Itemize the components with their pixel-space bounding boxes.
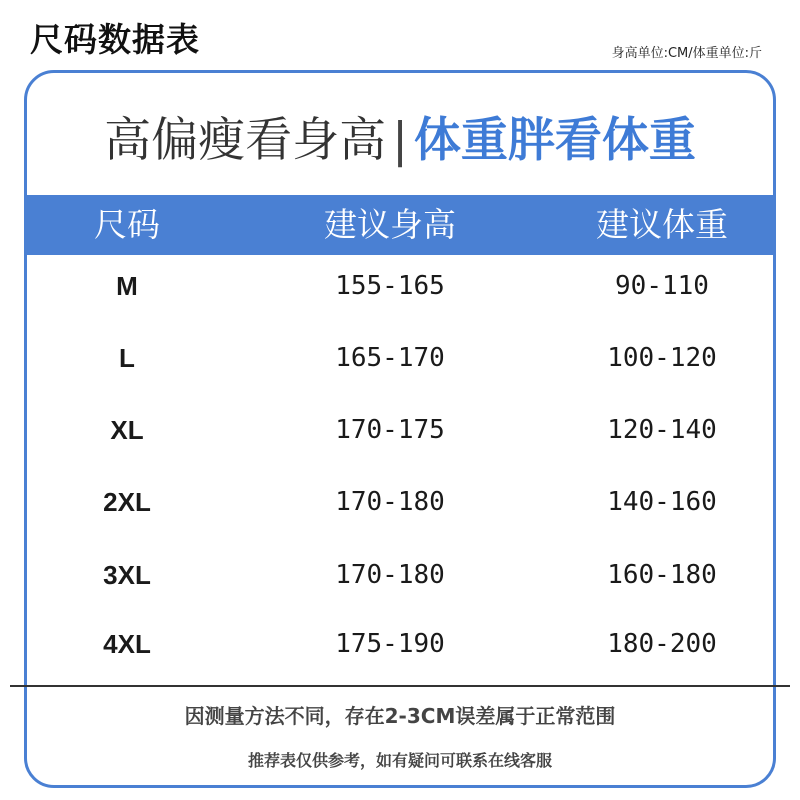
height-cell: 170-180 xyxy=(335,487,445,517)
header-weight: 建议体重 xyxy=(596,205,728,244)
table-header xyxy=(27,195,773,255)
table-row xyxy=(27,482,773,522)
table-row xyxy=(27,338,773,378)
weight-cell: 100-120 xyxy=(607,343,717,373)
slogan-right: 体重胖看体重 xyxy=(413,113,696,168)
measurement-note: 因测量方法不同，存在2-3CM误差属于正常范围 xyxy=(184,704,616,728)
size-cell: XL xyxy=(110,415,144,445)
header-size: 尺码 xyxy=(94,205,160,244)
height-cell: 165-170 xyxy=(335,343,445,373)
slogan xyxy=(27,103,773,170)
weight-cell: 90-110 xyxy=(615,271,709,301)
size-cell: 4XL xyxy=(103,629,151,659)
height-cell: 175-190 xyxy=(335,629,445,659)
weight-cell: 180-200 xyxy=(607,629,717,659)
size-cell: 3XL xyxy=(103,560,151,590)
size-cell: L xyxy=(119,343,135,373)
table-row xyxy=(27,266,773,306)
height-cell: 155-165 xyxy=(335,271,445,301)
table-row xyxy=(27,555,773,595)
reference-note: 推荐表仅供参考，如有疑问可联系在线客服 xyxy=(247,751,552,770)
height-cell: 170-175 xyxy=(335,415,445,445)
table-row xyxy=(27,624,773,664)
weight-cell: 160-180 xyxy=(607,560,717,590)
size-cell: M xyxy=(116,271,138,301)
table-row xyxy=(27,410,773,450)
unit-note: 身高单位:CM/体重单位:斤 xyxy=(611,46,762,61)
weight-cell: 120-140 xyxy=(607,415,717,445)
divider xyxy=(10,685,790,687)
weight-cell: 140-160 xyxy=(607,487,717,517)
slogan-left: 高偏瘦看身高 xyxy=(104,113,387,168)
height-cell: 170-180 xyxy=(335,560,445,590)
header-height: 建议身高 xyxy=(324,205,456,244)
slogan-separator: | xyxy=(392,113,408,168)
page-title: 尺码数据表 xyxy=(30,20,200,59)
size-cell: 2XL xyxy=(103,487,151,517)
size-chart-frame xyxy=(24,70,776,788)
